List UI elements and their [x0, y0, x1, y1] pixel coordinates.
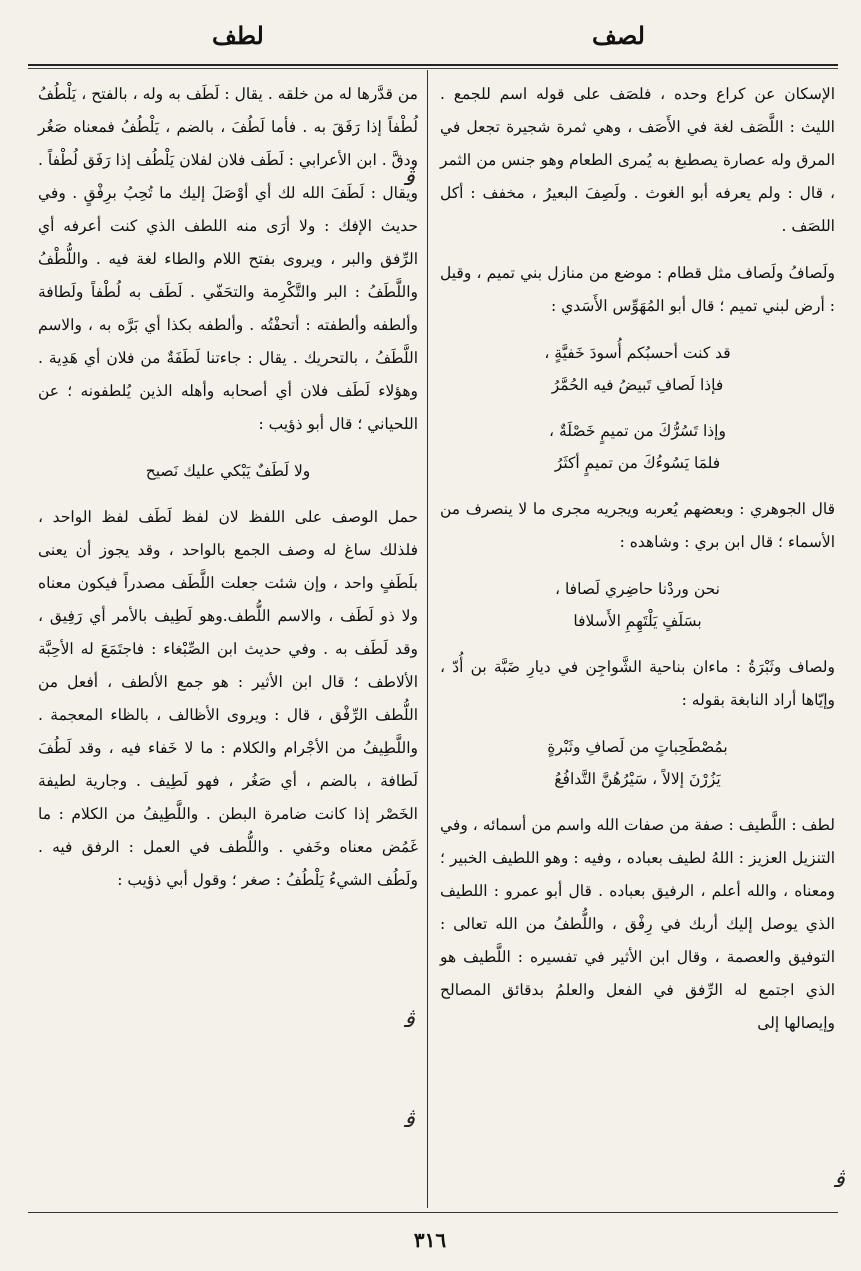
verse-block — [440, 731, 835, 795]
verse-line: بسَلَفٍ يَلْتَهِمِ الأَسلافا — [573, 612, 702, 630]
verse-line: ولا لَطَفٌ يَبْكي عليك نَصيح — [145, 462, 311, 480]
top-rule-thin — [28, 68, 838, 69]
paragraph: الإسكان عن كراع وحده ، فلصَف على قوله اسم للجمع . الليث : اللَّصَف لغة في الأَصَف ، وهي ثمرة شجيرة تجعل في المرق وله عصارة يصطبغ به يُمرى الطعام وهو جنس من الثمر ، قال : ولم يعرفه أبو الغوث . ولَصِفَ البعيرُ ، مخفف : أكل اللصَف . — [440, 85, 835, 235]
paragraph: حمل الوصف على اللفظ لان لفظ لَطَف لفظ الواحد ، فلذلك ساغ له وصف الجمع بالواحد ، وقد يجوز أن يعنى بلَطَفٍ واحد ، وإن شئت جعلت اللَّطَف مصدراً فيكون معناه ولا ذو لَطَف ، والاسم اللُّطف.وهو لَطِيف بالأمر أي رَفِيق ، وقد لَطَف به . وفي حديث ابن الصِّبْغاء : فاجتَمَعَ له الأحِبَّة الألاطف ؛ قال ابن الأثير : هو جمع الألطف ، أفعل من اللُّطف الرِّفْق ، قال : ويروى الأظالف ، بالظاء المعجمة . واللَّطِيفُ من الأجْرام والكلام : ما لا خَفاء فيه ، وقد لَطُفَ لَطافة ، بالضم ، أي صَغُر ، فهو لَطِيف . وجارية لطيفة الخَصْر إذا كانت ضامرة البطن . واللَّطِيفُ من الكلام : ما غَمُض معناه وخَفي . واللُّطف في العمل : الرفق فيه . ولَطُف الشيءُ يَلْطُفُ : صغر ؛ وقول أبي ذؤيب : — [38, 508, 418, 889]
header-word-right: لصف — [592, 21, 645, 50]
margin-mark: ﭬ — [404, 1108, 415, 1133]
top-rule — [28, 64, 838, 66]
paragraph: قال الجوهري : وبعضهم يُعربه ويجريه مجرى ما لا ينصرف من الأسماء ؛ قال ابن بري : وشاهده : — [440, 500, 835, 551]
margin-mark: ﭬ — [404, 1008, 415, 1033]
verse-line: فإذا لَصافِ تَبيضُ فيه الحُمَّرُ — [551, 376, 724, 394]
right-column — [440, 78, 835, 1040]
header-word-left: لطف — [212, 21, 264, 50]
bottom-rule — [28, 1212, 838, 1213]
entry-paragraph: لطف : اللَّطيف : صفة من صفات الله واسم من أسمائه ، وفي التنزيل العزيز : اللهُ لطيف بعباده ، وفيه : وهو اللطيف الخبير ؛ ومعناه ، والله أعلم ، الرفيق بعباده . قال أبو عمرو : اللطيف الذي يوصل إليك أربك في رِفْق ، واللُّطفُ من الله تعالى : التوفيق والعصمة ، وقال ابن الأثير في تفسيره : اللَّطيف هو الذي اجتمع له الرِّفق في الفعل والعلمُ بدقائق المصالح وإيصالها إلى — [440, 816, 835, 1032]
margin-mark: ﭬ — [834, 1168, 845, 1193]
verse-block — [440, 573, 835, 637]
verse-line: نحن وردْنا حاضِري لَصافا ، — [555, 580, 720, 598]
paragraph: ولَصافُ ولَصاف مثل قطام : موضع من منازل بني تميم ، وقيل : أرض لبني تميم ؛ قال أبو المُهَوِّس الأَسَدي : — [440, 264, 835, 315]
verse-line: بمُصْطَحِباتٍ من لَصافِ وثَبْرةٍ — [547, 738, 728, 756]
verse-line: قد كنت أحسبُكم أُسودَ خَفيَّةٍ ، — [544, 344, 731, 362]
paragraph: ولصاف وثَبْرَةُ : ماءان بناحية الشَّواجِن في ديارِ ضَبَّة بن أُدّ ، وإيّاها أراد النابغة بقوله : — [440, 658, 835, 709]
left-column — [38, 78, 418, 897]
column-divider — [427, 70, 428, 1208]
verse-block — [38, 455, 418, 487]
verse-line: فلمَا يَسُوءُكَ من تميمٍ أكثَرُ — [554, 454, 721, 472]
margin-mark: ﭬ — [404, 166, 415, 191]
verse-block — [440, 337, 835, 479]
verse-line: يَزُرْنَ إلالاً ، سَيْرُهُنَّ التَّدافُعُ — [554, 770, 721, 788]
paragraph: من قدَّرها له من خلقه . يقال : لَطَف به وله ، بالفتح ، يَلْطُفُ لُطْفاً إذا رَفَقَ به . فأما لَطُفَ ، بالضم ، يَلْطُفُ فمعناه صَغُر ودقَّ . ابن الأعرابي : لَطَف فلان لفلان يَلْطُف إذا رَفَق لُطْفاً . ويقال : لَطَفَ الله لك أي أوْصَلَ إليك ما تُحِبُ برِفْقٍ . وفي حديث الإفك : ولا أرَى منه اللطف الذي كنت أعرفه أي الرِّفق والبر ، ويروى بفتح اللام والطاء لغة فيه . واللُّطْفُ واللَّطَفُ : البر والتَّكْرِمة والتحَفّي . لَطَف به لُطْفاً ولَطافة وألطفه وألطفته : أتحفْتُه . وألطفه بكذا أي بَرَّه به ، والاسم اللَّطَفُ ، بالتحريك . يقال : جاءتنا لَطَفَةٌ من فلان أي هَدِية . وهؤلاء لَطَف فلان أي أصحابه وأهله الذين يُلطفونه ؛ عن اللحياني ؛ قال أبو ذؤيب : — [38, 85, 418, 433]
page-number: ٣١٦ — [413, 1228, 447, 1252]
verse-line: وإذا تَسُرُّكَ من تميمٍ خَصْلَةٌ ، — [549, 422, 726, 440]
